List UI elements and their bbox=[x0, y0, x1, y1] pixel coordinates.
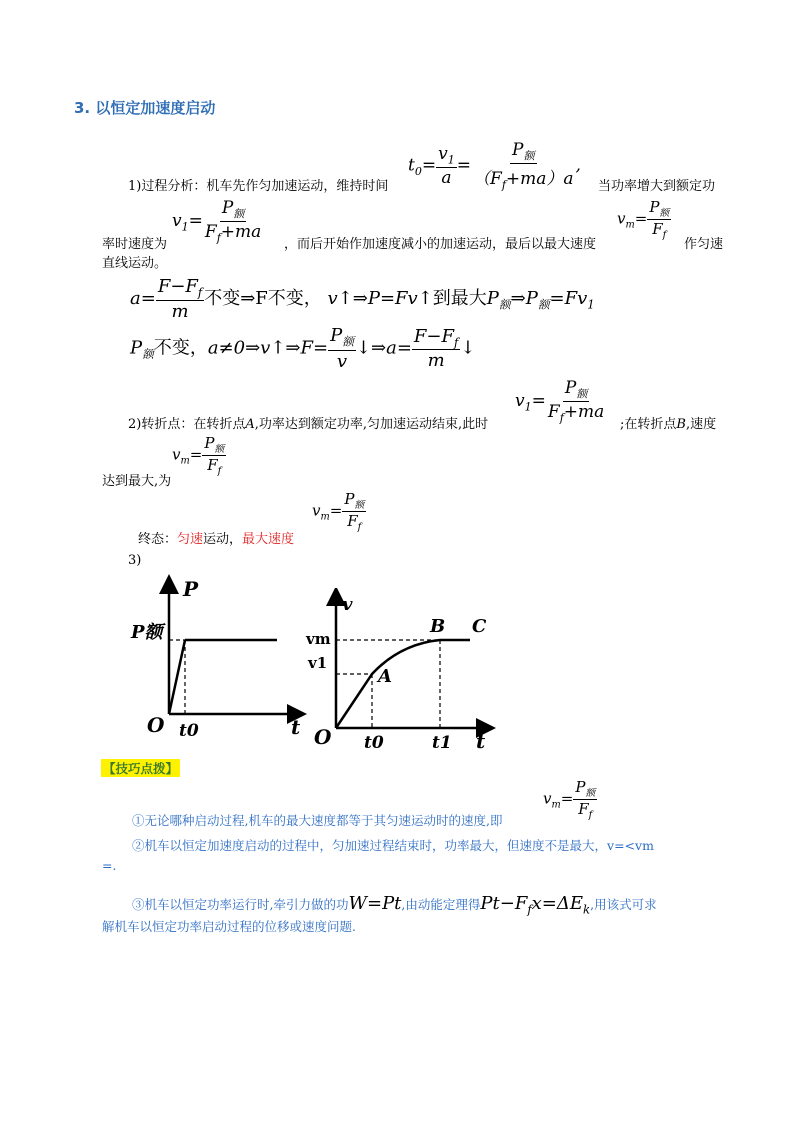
v1-label: v1 bbox=[308, 654, 328, 672]
s1-line2-c: 作匀速 bbox=[684, 237, 724, 252]
power-time-graph bbox=[125, 572, 310, 747]
tip-4: 解机车以恒定功率启动过程的位移或速度问题. bbox=[102, 919, 356, 934]
tip-2-end: =. bbox=[102, 858, 117, 873]
t0-label: t0 bbox=[364, 733, 384, 753]
p-rated-label: P额 bbox=[131, 622, 163, 643]
s2-line: 2)转折点：在转折点A,功率达到额定功率,匀加速运动结束,此时 bbox=[128, 417, 489, 432]
x-label: t bbox=[291, 715, 301, 739]
t1-label: t1 bbox=[432, 733, 452, 753]
s1-line2-a: 率时速度为 bbox=[102, 237, 168, 252]
s1-after-t0: 当功率增大到额定功 bbox=[598, 179, 716, 194]
y-label: v bbox=[342, 594, 353, 615]
origin-label: O bbox=[314, 725, 332, 749]
v1-formula: $v_1=$ $\frac{P_额}{F_f+ma}$ bbox=[172, 198, 262, 245]
point-a-label: A bbox=[378, 666, 392, 687]
vm-formula-1: $v_m=$ $\frac{P_额}{F_f}$ bbox=[617, 198, 670, 241]
vm-label: vm bbox=[306, 630, 331, 648]
vm-formula-2: $v_m=$ $\frac{P_额}{F_f}$ bbox=[172, 434, 225, 477]
x-label: t bbox=[476, 729, 486, 753]
velocity-curve bbox=[336, 640, 470, 728]
s2-reach-max: 达到最大,为 bbox=[102, 474, 172, 489]
tip-2: ②机车以恒定加速度启动的过程中，匀加速过程结束时，功率最大，但速度不是最大，v=<vm bbox=[132, 838, 654, 853]
final-state: 终态：匀速运动，最大速度 bbox=[138, 532, 295, 547]
s1-intro: 1)过程分析：机车先作匀加速运动，维持时间 bbox=[128, 179, 389, 194]
section-heading: 3. 以恒定加速度启动 bbox=[74, 99, 216, 117]
y-label: P bbox=[183, 577, 199, 601]
velocity-time-graph bbox=[300, 588, 500, 753]
t0-formula: $t_0=$ $\frac{v_1}{a}$ = $\frac{P_额}{(F_f+ma)a}$ , bbox=[408, 140, 581, 192]
origin-label: O bbox=[147, 713, 165, 737]
t0-label: t0 bbox=[179, 721, 199, 741]
vm-formula-4: $v_m=$ $\frac{P_额}{F_f}$ bbox=[543, 778, 596, 821]
vm-formula-3: $v_m=$ $\frac{P_额}{F_f}$ bbox=[312, 490, 365, 533]
s1-line2-b: ，而后开始作加速度减小的加速运动，最后以最大速度 bbox=[284, 237, 597, 252]
point-c-label: C bbox=[472, 616, 487, 637]
chain-line-1: a= $\frac{F-F_f}{m}$ 不变⇒F不变， v↑⇒P=Fv↑到最大$P_额\Rightarrow P_额=Fv_1$ bbox=[130, 276, 595, 322]
tip-3: ③机车以恒定功率运行时,牵引力做的功W=Pt,由动能定理得$Pt-F_fx=\Delta E_k$,用该式可求 bbox=[132, 893, 657, 917]
chain-line-2: $P_额$不变，a≠0⇒v↑⇒F= $\frac{P_额}{v}$ ↓⇒a= $\frac{F-F_f}{m}$ ↓ bbox=[130, 325, 476, 372]
v1-formula-2: $v_1=$ $\frac{P_额}{F_f+ma}$ bbox=[515, 378, 605, 425]
point-b-label: B bbox=[430, 616, 446, 637]
ramp-line bbox=[169, 640, 185, 714]
tips-label: 【技巧点拨】 bbox=[103, 761, 179, 776]
tip-1: ①无论哪种启动过程,机车的最大速度都等于其匀速运动时的速度,即 bbox=[132, 813, 503, 828]
s3-label: 3) bbox=[128, 553, 142, 568]
s2-line-end: ;在转折点B,速度 bbox=[620, 417, 717, 432]
s1-line3: 直线运动。 bbox=[102, 256, 168, 271]
